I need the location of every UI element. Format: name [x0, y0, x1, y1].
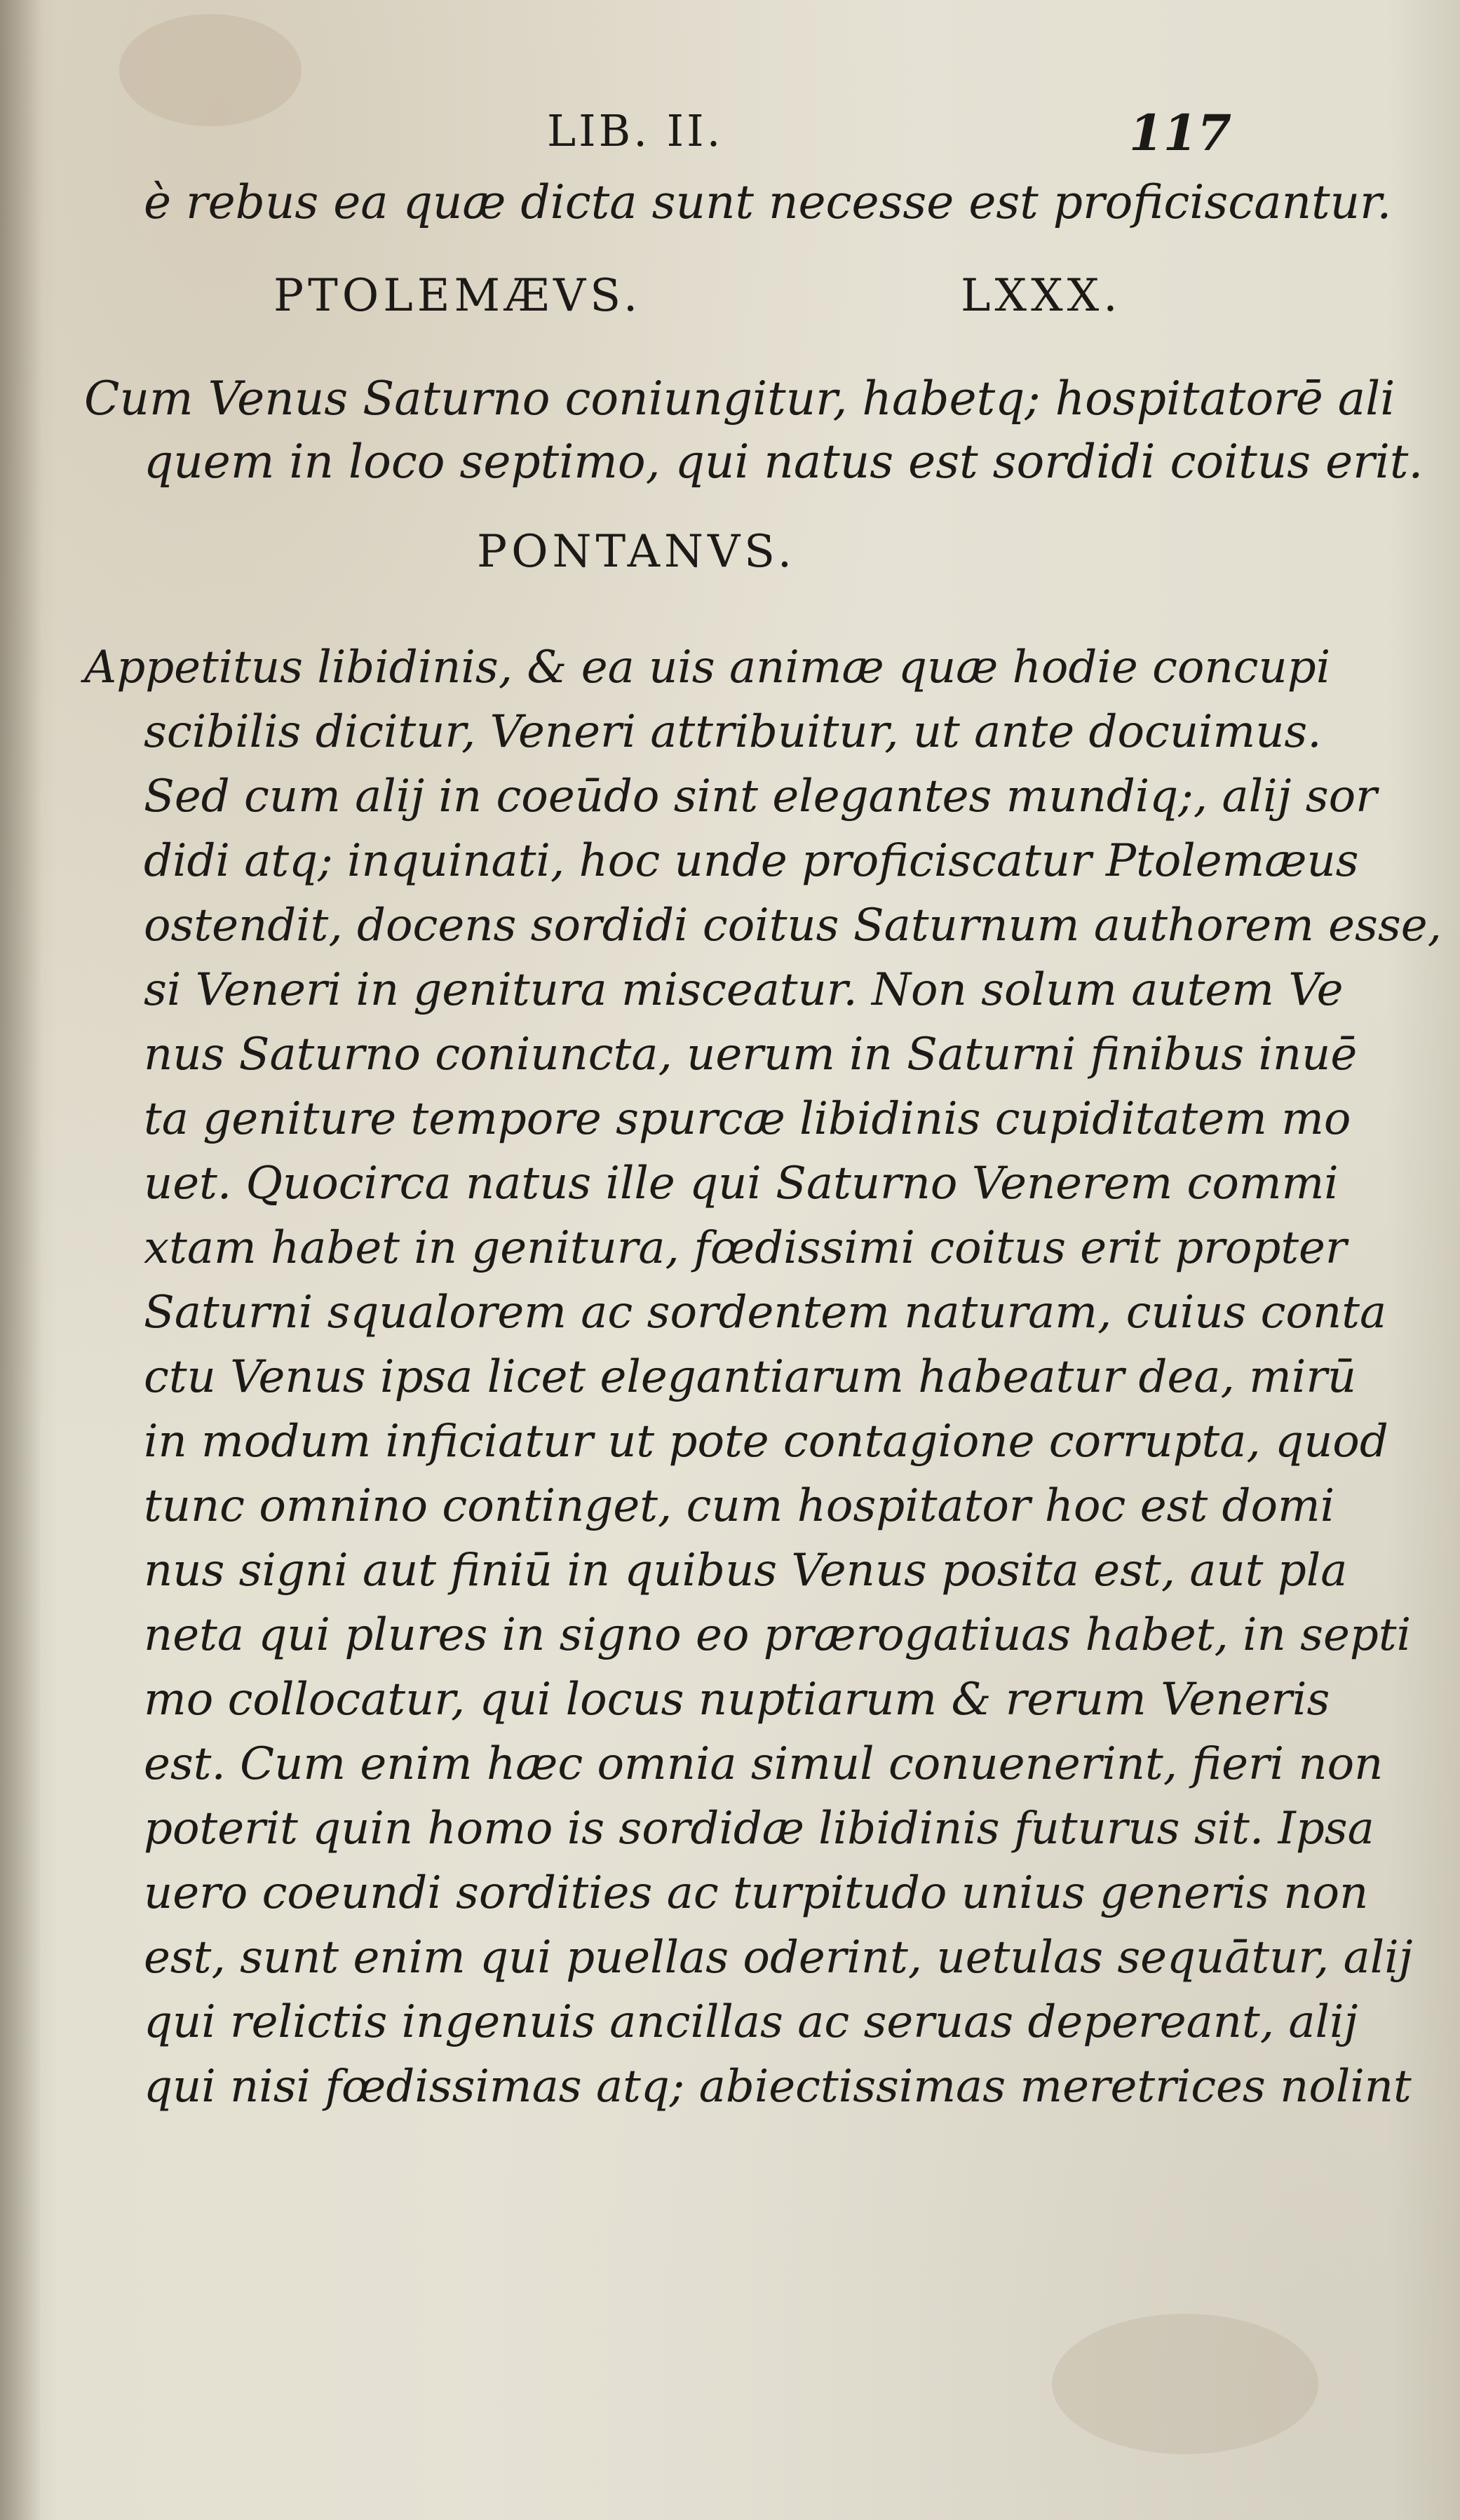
commentary-line: nus Saturno coniuncta, uerum in Saturni finibus inuē: [144, 1029, 1358, 1081]
commentary-line: Sed cum alij in coeūdo sint elegantes mundiq;, alij sor: [144, 771, 1377, 822]
commentary-line: ctu Venus ipsa licet elegantiarum habeatur dea, mirū: [144, 1351, 1357, 1403]
aphorism-line: quem in loco septimo, qui natus est sordidi coitus erit.: [144, 435, 1424, 489]
running-head-book: LIB. II.: [547, 105, 724, 156]
commentary-line: didi atq; inquinati, hoc unde proficiscatur Ptolemæus: [144, 835, 1359, 887]
section-heading-author: PTOLEMÆVS.: [273, 270, 642, 322]
commentary-line: uero coeundi sordities ac turpitudo unius generis non: [144, 1867, 1369, 1919]
commentary-line: est. Cum enim hæc omnia simul conuenerint, fieri non: [144, 1738, 1384, 1790]
commentary-line: est, sunt enim qui puellas oderint, uetulas sequātur, alij: [144, 1932, 1413, 1984]
commentary-line: xtam habet in genitura, fœdissimi coitus erit propter: [144, 1222, 1347, 1274]
commentary-line: nus signi aut finiū in quibus Venus posita est, aut pla: [144, 1545, 1348, 1597]
commentary-line: Saturni squalorem ac sordentem naturam, cuius conta: [144, 1287, 1387, 1339]
page-number: 117: [1129, 104, 1232, 162]
commentary-line: uet. Quocirca natus ille qui Saturno Venerem commi: [144, 1158, 1339, 1210]
commentary-line: mo collocatur, qui locus nuptiarum & rerum Veneris: [144, 1674, 1330, 1726]
commentary-line: ta geniture tempore spurcæ libidinis cupiditatem mo: [144, 1093, 1351, 1145]
page-gutter-shadow: [0, 0, 42, 2520]
commentary-line: in modum inficiatur ut pote contagione corrupta, quod: [144, 1416, 1388, 1468]
paper-stain: [1052, 2314, 1318, 2454]
commentary-line: si Veneri in genitura misceatur. Non solum autem Ve: [144, 964, 1344, 1016]
commentary-heading: PONTANVS.: [477, 526, 797, 578]
carryover-line: è rebus ea quæ dicta sunt necesse est proficiscantur.: [144, 175, 1392, 229]
commentary-line: qui relictis ingenuis ancillas ac seruas depereant, alij: [144, 1996, 1358, 2048]
commentary-line: poterit quin homo is sordidæ libidinis futurus sit. Ipsa: [144, 1803, 1374, 1855]
commentary-line: qui nisi fœdissimas atq; abiectissimas meretrices nolint: [144, 2061, 1412, 2113]
commentary-line: scibilis dicitur, Veneri attribuitur, ut ante docuimus.: [144, 706, 1322, 758]
paper-stain: [119, 14, 302, 126]
commentary-line: ostendit, docens sordidi coitus Saturnum authorem esse,: [144, 900, 1442, 951]
section-heading-number: LXXX.: [961, 270, 1122, 322]
commentary-line: tunc omnino continget, cum hospitator hoc est domi: [144, 1480, 1335, 1532]
commentary-line: neta qui plures in signo eo prærogatiuas habet, in septi: [144, 1609, 1412, 1661]
aphorism-line: Cum Venus Saturno coniungitur, habetq; hospitatorē ali: [84, 372, 1395, 426]
commentary-line: Appetitus libidinis, & ea uis animæ quæ hodie concupi: [84, 642, 1331, 693]
